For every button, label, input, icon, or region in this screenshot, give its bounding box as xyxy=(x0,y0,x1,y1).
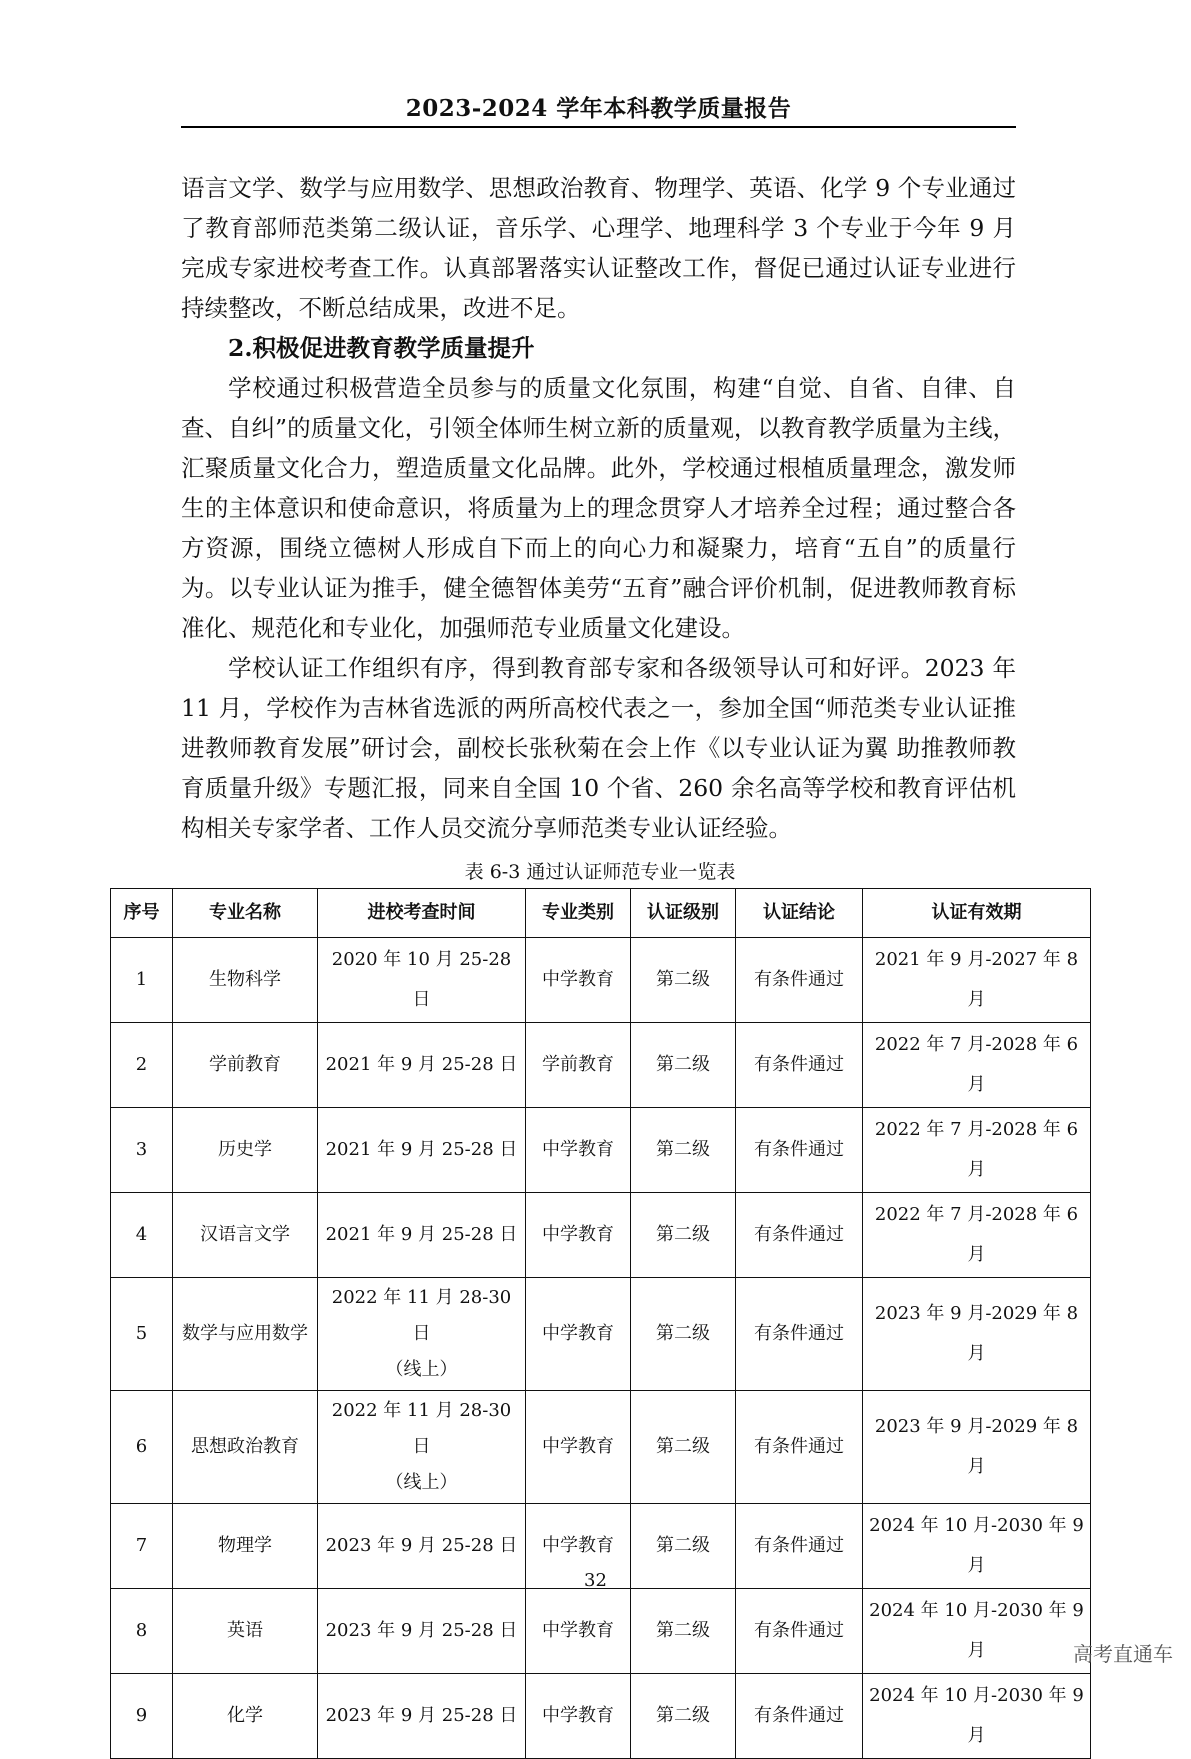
cell-review-time xyxy=(318,1391,526,1504)
certified-majors-table xyxy=(110,888,1091,1759)
table-row xyxy=(111,938,1091,1023)
paragraph-quality-culture: 学校通过积极营造全员参与的质量文化氛围，构建“自觉、自省、自律、自查、自纠”的质量文化，引领全体师生树立新的质量观，以教育教学质量为主线，汇聚质量文化合力，塑造质量文化品牌。此外，学校通过根植质量理念，激发师生的主体意识和使命意识，将质量为上的理念贯穿人才培养全过程；通过整合各方资源，围绕立德树人形成自下而上的向心力和凝聚力，培育“五自”的质量行为。以专业认证为推手，健全德智体美劳“五育”融合评价机制，促进教师教育标准化、规范化和专业化，加强师范专业质量文化建设。 xyxy=(181,374,1016,642)
cell-major-type: 中学教育 xyxy=(526,938,631,1023)
page-number: 32 xyxy=(584,1570,607,1591)
cell-cert-result: 有条件通过 xyxy=(736,1391,863,1504)
cell-cert-result: 有条件通过 xyxy=(736,1193,863,1278)
review-time-note: （线上） xyxy=(385,1359,458,1380)
review-time-date: 2021 年 9 月 25-28 日 xyxy=(325,1054,518,1075)
cell-major-name: 历史学 xyxy=(173,1108,318,1193)
cell-cert-level: 第二级 xyxy=(631,1589,736,1674)
cell-major-type: 学前教育 xyxy=(526,1023,631,1108)
column-header: 认证有效期 xyxy=(863,889,1091,938)
cell-major-type: 中学教育 xyxy=(526,1504,631,1589)
column-header: 专业名称 xyxy=(173,889,318,938)
page-header-title: 2023-2024 学年本科教学质量报告 xyxy=(405,95,792,122)
cell-major-type: 中学教育 xyxy=(526,1589,631,1674)
cell-major-type: 中学教育 xyxy=(526,1193,631,1278)
cell-number: 5 xyxy=(111,1278,173,1391)
table-caption: 表 6-3 通过认证师范专业一览表 xyxy=(464,861,736,883)
cell-major-type: 中学教育 xyxy=(526,1391,631,1504)
cell-validity: 2021 年 9 月-2027 年 8 月 xyxy=(863,938,1091,1023)
cell-major-type: 中学教育 xyxy=(526,1278,631,1391)
table-row xyxy=(111,1193,1091,1278)
cell-major-name: 思想政治教育 xyxy=(173,1391,318,1504)
review-time-note: （线上） xyxy=(385,1472,458,1493)
cell-cert-level: 第二级 xyxy=(631,1023,736,1108)
cell-validity: 2022 年 7 月-2028 年 6 月 xyxy=(863,1023,1091,1108)
cell-major-name: 汉语言文学 xyxy=(173,1193,318,1278)
watermark-text: 高考直通车 xyxy=(1073,1642,1173,1666)
review-time-date: 2021 年 9 月 25-28 日 xyxy=(325,1139,518,1160)
cell-review-time xyxy=(318,1193,526,1278)
cell-cert-result: 有条件通过 xyxy=(736,1504,863,1589)
cell-cert-level: 第二级 xyxy=(631,1108,736,1193)
review-time-date: 2022 年 11 月 28-30 日 xyxy=(331,1287,512,1344)
column-header: 认证级别 xyxy=(631,889,736,938)
review-time-date: 2023 年 9 月 25-28 日 xyxy=(325,1705,518,1726)
cell-cert-level: 第二级 xyxy=(631,1391,736,1504)
cell-cert-level: 第二级 xyxy=(631,938,736,1023)
cell-validity: 2022 年 7 月-2028 年 6 月 xyxy=(863,1193,1091,1278)
table-row xyxy=(111,1391,1091,1504)
cell-major-name: 学前教育 xyxy=(173,1023,318,1108)
column-header: 认证结论 xyxy=(736,889,863,938)
cell-major-type: 中学教育 xyxy=(526,1108,631,1193)
cell-cert-result: 有条件通过 xyxy=(736,1674,863,1759)
cell-cert-result: 有条件通过 xyxy=(736,1023,863,1108)
cell-cert-result: 有条件通过 xyxy=(736,1589,863,1674)
table-header-row xyxy=(111,889,1091,938)
review-time-date: 2021 年 9 月 25-28 日 xyxy=(325,1224,518,1245)
cell-validity: 2023 年 9 月-2029 年 8 月 xyxy=(863,1278,1091,1391)
cell-cert-level: 第二级 xyxy=(631,1674,736,1759)
cell-number: 7 xyxy=(111,1504,173,1589)
cell-major-name: 生物科学 xyxy=(173,938,318,1023)
table-row xyxy=(111,1674,1091,1759)
cell-major-type: 中学教育 xyxy=(526,1674,631,1759)
header-divider xyxy=(181,126,1016,128)
cell-cert-level: 第二级 xyxy=(631,1504,736,1589)
table-row xyxy=(111,1589,1091,1674)
review-time-date: 2023 年 9 月 25-28 日 xyxy=(325,1535,518,1556)
cell-major-name: 英语 xyxy=(173,1589,318,1674)
cell-review-time xyxy=(318,938,526,1023)
cell-review-time xyxy=(318,1278,526,1391)
cell-cert-result: 有条件通过 xyxy=(736,1278,863,1391)
section-heading: 2.积极促进教育教学质量提升 xyxy=(228,334,535,362)
table-row xyxy=(111,1023,1091,1108)
table-row xyxy=(111,1278,1091,1391)
cell-review-time xyxy=(318,1108,526,1193)
cell-validity: 2024 年 10 月-2030 年 9 月 xyxy=(863,1674,1091,1759)
cell-cert-result: 有条件通过 xyxy=(736,938,863,1023)
cell-major-name: 物理学 xyxy=(173,1504,318,1589)
cell-number: 8 xyxy=(111,1589,173,1674)
cell-cert-level: 第二级 xyxy=(631,1278,736,1391)
cell-validity: 2023 年 9 月-2029 年 8 月 xyxy=(863,1391,1091,1504)
column-header: 专业类别 xyxy=(526,889,631,938)
review-time-date: 2022 年 11 月 28-30 日 xyxy=(331,1400,512,1457)
cell-validity: 2024 年 10 月-2030 年 9 月 xyxy=(863,1589,1091,1674)
cell-cert-level: 第二级 xyxy=(631,1193,736,1278)
cell-validity: 2024 年 10 月-2030 年 9 月 xyxy=(863,1504,1091,1589)
cell-number: 4 xyxy=(111,1193,173,1278)
cell-number: 2 xyxy=(111,1023,173,1108)
column-header: 进校考查时间 xyxy=(318,889,526,938)
cell-number: 9 xyxy=(111,1674,173,1759)
cell-number: 3 xyxy=(111,1108,173,1193)
cell-major-name: 化学 xyxy=(173,1674,318,1759)
review-time-date: 2020 年 10 月 25-28 日 xyxy=(331,949,512,1010)
table-row xyxy=(111,1108,1091,1193)
cell-cert-result: 有条件通过 xyxy=(736,1108,863,1193)
cell-major-name: 数学与应用数学 xyxy=(173,1278,318,1391)
cell-validity: 2022 年 7 月-2028 年 6 月 xyxy=(863,1108,1091,1193)
paragraph-certification-summary: 语言文学、数学与应用数学、思想政治教育、物理学、英语、化学 9 个专业通过了教育部师范类第二级认证，音乐学、心理学、地理科学 3 个专业于今年 9 月完成专家进校考查工作。认真部署落实认证整改工作，督促已通过认证专业进行持续整改，不断总结成果，改进不足。 xyxy=(181,174,1016,322)
cell-review-time xyxy=(318,1589,526,1674)
cell-number: 1 xyxy=(111,938,173,1023)
column-header: 序号 xyxy=(111,889,173,938)
cell-number: 6 xyxy=(111,1391,173,1504)
cell-review-time xyxy=(318,1674,526,1759)
cell-review-time xyxy=(318,1023,526,1108)
paragraph-certification-work: 学校认证工作组织有序，得到教育部专家和各级领导认可和好评。2023 年 11 月，学校作为吉林省选派的两所高校代表之一，参加全国“师范类专业认证推进教师教育发展”研讨会，副校长张秋菊在会上作《以专业认证为翼 助推教师教育质量升级》专题汇报，同来自全国 10 个省、260 余名高等学校和教育评估机构相关专家学者、工作人员交流分享师范类专业认证经验。 xyxy=(181,654,1016,842)
review-time-date: 2023 年 9 月 25-28 日 xyxy=(325,1620,518,1641)
